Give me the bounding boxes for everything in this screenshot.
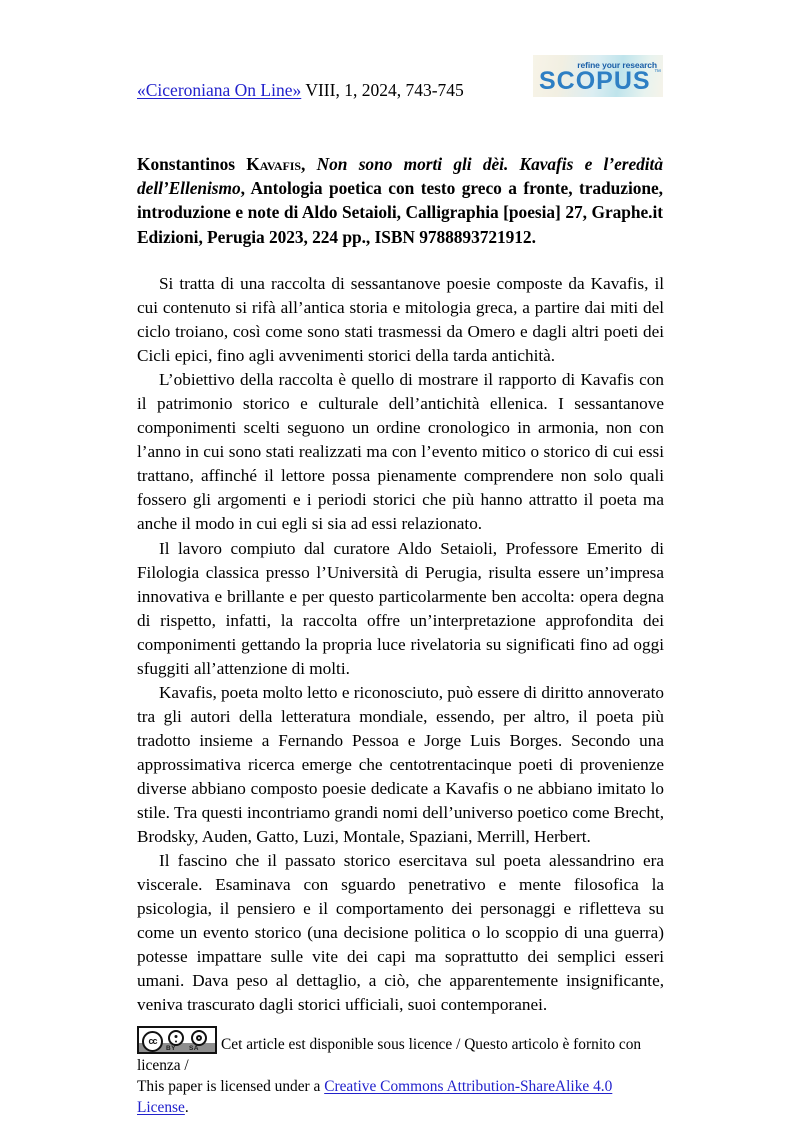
scopus-wordmark: SCOPUS bbox=[539, 67, 651, 95]
page-header bbox=[137, 55, 663, 101]
cc-by-label: BY bbox=[166, 1045, 176, 1052]
license-text-line2-suffix: . bbox=[184, 1099, 189, 1116]
license-text-line1: Cet article est disponible sous licence / Questo articolo è fornito con licenza / bbox=[137, 1036, 642, 1074]
citation-details: , Antologia poetica con testo greco a fronte, traduzione, introduzione e note di Aldo Setaioli, Calligraphia [poesia] 27, Graphe.it Edizioni, Perugia 2023, 224 pp., ISBN 9788893721912. bbox=[137, 178, 663, 247]
author-first-name: Konstantinos bbox=[137, 154, 247, 174]
body-paragraph: Il lavoro compiuto dal curatore Aldo Setaioli, Professore Emerito di Filologia classica presso l’Università di Perugia, risulta essere un’impresa innovativa e brillante e per questo particolarmente ben accolta: opera degna di rispetto, infatti, la raccolta offre un’interpretazione approfondita dei componimenti gettando la propria luce rivelatoria su significati fino ad oggi sfuggiti all’attenzione di molti. bbox=[137, 538, 664, 678]
scopus-logo bbox=[533, 55, 663, 97]
body-paragraph: Si tratta di una raccolta di sessantanove poesie composte da Kavafis, il cui contenuto si rifà all’antica storia e mitologia greca, a partire dai miti del ciclo troiano, così come sono stati trasmessi da Omero e dagli altri poeti dei Cicli epici, fino agli avvenimenti storici della tarda antichità. bbox=[137, 274, 664, 366]
author-surname: Kavafis bbox=[246, 154, 302, 174]
creative-commons-by-sa-icon[interactable] bbox=[137, 1026, 217, 1054]
license-footer bbox=[137, 1026, 667, 1118]
body-paragraph: Il fascino che il passato storico esercitava sul poeta alessandrino era viscerale. Esaminava con sguardo penetrativo e mente filosofica la psicologia, il pensiero e il comportamento dei personaggi e rifletteva su come un evento storico (una decisione politica o lo scoppio di una guerra) potesse impattare sulle vite dei capi ma soprattutto dei semplici esseri umani. Dava peso al dettaglio, a ciò, che apparentemente insignificante, veniva trascurato dagli storici ufficiali, suoi contemporanei. bbox=[137, 851, 664, 1015]
body-paragraph: Kavafis, poeta molto letto e riconosciuto, può essere di diritto annoverato tra gli autori della letteratura mondiale, essendo, per altro, il poeta più tradotto insieme a Fernando Pessoa e Jorge Luis Borges. Secondo una approssimativa ricerca emerge che centotrentacinque poeti di provenienze diverse abbiano composto poesie dedicate a Kavafis o ne abbiano imitato lo stile. Tra questi incontriamo grandi nomi dell’universo poetico come Brecht, Brodsky, Auden, Gatto, Luzi, Montale, Spaziani, Merrill, Herbert. bbox=[137, 682, 664, 847]
issue-citation: VIII, 1, 2024, 743-745 bbox=[301, 80, 464, 100]
journal-title-link[interactable]: «Ciceroniana On Line» bbox=[137, 80, 302, 100]
review-body bbox=[137, 272, 664, 1017]
cc-logo-label: cc bbox=[148, 1036, 157, 1046]
creative-commons-license-link[interactable]: Creative Commons Attribution-ShareAlike 4.0 License bbox=[137, 1078, 613, 1116]
cc-logo-icon bbox=[142, 1031, 163, 1052]
citation-comma: , bbox=[301, 154, 317, 174]
scopus-tagline: refine your research bbox=[577, 60, 657, 70]
body-paragraph: L’obiettivo della raccolta è quello di mostrare il rapporto di Kavafis con il patrimonio storico e culturale dell’antichità ellenica. I sessantanove componimenti scelti seguono un ordine cronologico in armonia, non con l’anno in cui sono stati realizzati ma con l’evento mitico o storico di cui essi trattano, affinché il lettore possa pienamente comprendere non solo quali fossero gli argomenti e i periodi storici che più hanno attratto il poeta ma anche il modo in cui egli si sia ad essi relazionato. bbox=[137, 370, 664, 534]
cc-sa-label: SA bbox=[189, 1045, 199, 1052]
license-text-line2-prefix: This paper is licensed under a bbox=[137, 1078, 325, 1095]
book-title: Non sono morti gli dèi. Kavafis e l’eredità dell’Ellenismo bbox=[137, 154, 663, 199]
book-citation-heading bbox=[137, 152, 663, 249]
scopus-trademark-icon: ™ bbox=[654, 69, 661, 76]
journal-reference bbox=[137, 79, 464, 101]
